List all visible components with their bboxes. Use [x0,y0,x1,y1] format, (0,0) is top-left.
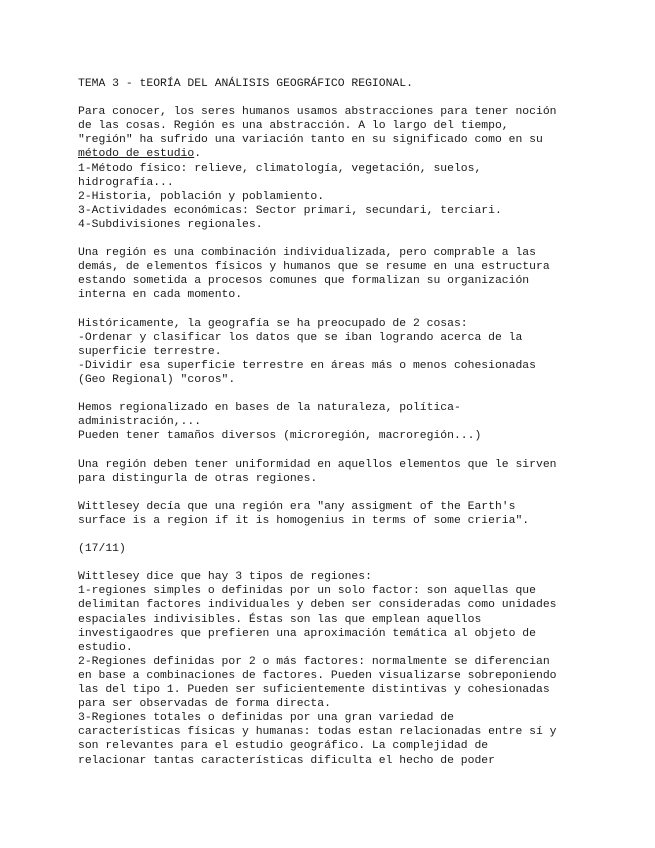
text-line: estando sometida a procesos comunes que formalizan su organización [78,275,530,288]
text-line: las del tipo 1. Pueden ser suficientemente distintivas y cohesionadas [78,684,550,697]
paragraph-region-types [78,570,638,767]
text-line: surface is a region if it is homogenius in terms of some crieria". [78,514,530,527]
text-line: Una región es una combinación individualizada, pero comprable a las [78,247,536,260]
document-title: TEMA 3 - tEORÍA DEL ANÁLISIS GEOGRÁFICO REGIONAL. [78,78,413,90]
text-line: "región" ha sufrido una variación tanto en su significado como en su [78,134,543,147]
spacer [78,486,638,500]
spacer [78,232,638,246]
paragraph-uniformity [78,458,638,486]
text-line: investigaodres que prefieren una aproximación temática al objeto de [78,627,536,640]
text-line: administración,... [78,416,202,429]
text-line: Wittlesey dice que hay 3 tipos de regiones: [78,571,372,584]
text-line: estudio. [78,641,133,654]
document-page [78,77,638,768]
punctuation: . [194,148,202,161]
text-line: espaciales indivisibles. Éstas son las que emplean aquellos [78,613,482,626]
paragraph-wittlesey-quote [78,500,638,528]
text-line: superficie terrestre. [78,345,222,358]
text-line: Wittlesey decía que una región era "any assigment of the Earth's [78,500,516,513]
text-line: Para conocer, los seres humanos usamos abstracciones para tener noción [78,106,557,119]
spacer [78,556,638,570]
text-line: (Geo Regional) "coros". [78,373,236,386]
text-line: -Ordenar y clasificar los datos que se iban logrando acerca de la [78,331,523,344]
text-line: son relevantes para el estudio geográfico. La complejidad de [78,740,489,753]
text-line: en base a combinaciones de factores. Pueden visualizarse sobreponiendo [78,669,557,682]
list-item: 1-Método físico: relieve, climatología, vegetación, suelos, [78,162,482,175]
text-line: delimitan factores individuales y deben ser consideradas como unidades [78,599,557,612]
spacer [78,443,638,457]
list-item: 3-Actividades económicas: Sector primari, secundari, terciari. [78,204,502,217]
text-line: para ser observadas de forma directa. [78,698,331,711]
text-line: relacionar tantas características dificulta el hecho de poder [78,754,495,767]
text-line: Pueden tener tamaños diversos (microregión, macroregión...) [78,430,482,443]
text-line: características físicas y humanas: todas estan relacionadas entre sí y [78,726,557,739]
list-item: hidrografía... [78,176,174,189]
underlined-term: método de estudio [78,148,195,161]
paragraph-history [78,317,638,387]
text-line: 1-regiones simples o definidas por un solo factor: son aquellas que [78,585,536,598]
text-line [78,147,638,161]
text-line: 2-Regiones definidas por 2 o más factores: normalmente se diferencian [78,655,550,668]
date-note: (17/11) [78,543,126,556]
spacer [78,91,638,105]
text-line: para distingurla de otras regiones. [78,472,318,485]
spacer [78,528,638,542]
text-line: 3-Regiones totales o definidas por una gran variedad de [78,712,454,725]
paragraph-definition [78,246,638,302]
list-item: 4-Subdivisiones regionales. [78,218,263,231]
paragraph-intro [78,105,638,232]
text-line: demás, de elementos físicos y humanos que se resume en una estructura [78,261,550,274]
text-line: -Dividir esa superficie terrestre en áreas más o menos cohesionadas [78,359,536,372]
paragraph-regionalization [78,401,638,443]
text-line: Históricamente, la geografía se ha preocupado de 2 cosas: [78,317,468,330]
spacer [78,387,638,401]
text-line: interna en cada momento. [78,289,243,302]
text-line: Hemos regionalizado en bases de la naturaleza, política- [78,402,461,415]
text-line: de las cosas. Región es una abstracción. A lo largo del tiempo, [78,120,509,133]
spacer [78,303,638,317]
list-item: 2-Historia, población y poblamiento. [78,190,325,203]
text-line: Una región deben tener uniformidad en aquellos elementos que le sirven [78,458,557,471]
